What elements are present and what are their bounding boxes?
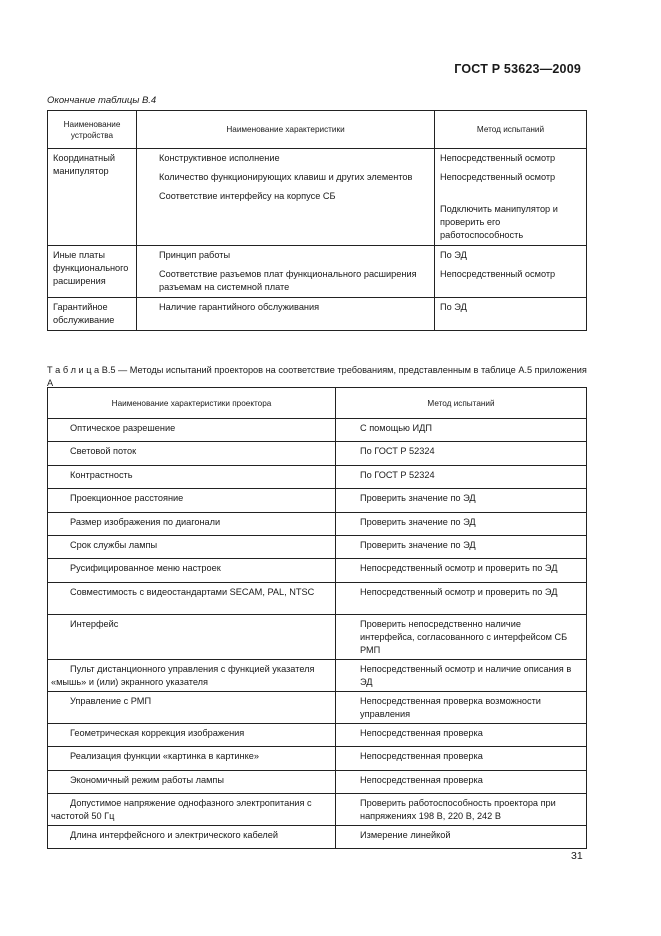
characteristic-text: Экономичный режим работы лампы bbox=[70, 774, 224, 785]
method-cell bbox=[336, 465, 587, 488]
characteristic-text: Совместимость с видеостандартами SECAM, PAL, NTSC bbox=[70, 586, 315, 597]
characteristic-cell bbox=[48, 770, 336, 793]
characteristic-cell bbox=[48, 614, 336, 659]
characteristic-cell bbox=[48, 419, 336, 442]
method-cell bbox=[336, 442, 587, 465]
characteristic-cell bbox=[48, 535, 336, 558]
characteristic-cell bbox=[48, 559, 336, 582]
table-row bbox=[48, 825, 587, 848]
characteristic-item: Принцип работы bbox=[159, 250, 231, 260]
method-text: Проверить значение по ЭД bbox=[360, 516, 476, 527]
method-cell bbox=[336, 535, 587, 558]
method-item: По ЭД bbox=[440, 250, 467, 260]
column-header: Метод испытаний bbox=[435, 111, 587, 149]
characteristic-text: Интерфейс bbox=[70, 618, 119, 629]
method-cell bbox=[336, 825, 587, 848]
method-item: Подключить манипулятор и проверить его работоспособность bbox=[440, 204, 558, 240]
characteristic-text: Пульт дистанционного управления с функцией указателя «мышь» и (или) экранного указателя bbox=[51, 663, 315, 687]
characteristic-text: Реализация функции «картинка в картинке» bbox=[70, 751, 259, 762]
characteristic-cell bbox=[48, 442, 336, 465]
column-header: Наименование характеристики bbox=[137, 111, 435, 149]
device-cell bbox=[48, 298, 137, 331]
device-cell bbox=[48, 246, 137, 298]
method-text: По ГОСТ Р 52324 bbox=[360, 469, 435, 480]
standard-number: ГОСТ Р 53623—2009 bbox=[454, 62, 581, 76]
table-row bbox=[48, 559, 587, 582]
characteristic-text: Оптическое разрешение bbox=[70, 423, 176, 433]
table-row bbox=[48, 298, 587, 331]
characteristic-cell bbox=[48, 512, 336, 535]
page-number: 31 bbox=[571, 850, 583, 862]
method-text: Измерение линейкой bbox=[360, 829, 451, 840]
characteristic-cell bbox=[137, 149, 435, 246]
method-text: По ГОСТ Р 52324 bbox=[360, 446, 435, 457]
table-row bbox=[48, 691, 587, 723]
table-header-row bbox=[48, 388, 587, 419]
characteristic-text: Световой поток bbox=[70, 446, 137, 457]
method-text: Непосредственная проверка bbox=[360, 751, 483, 762]
characteristic-item: Конструктивное исполнение bbox=[159, 153, 280, 163]
characteristic-cell bbox=[48, 582, 336, 614]
method-cell bbox=[336, 659, 587, 691]
method-text: Проверить работоспособность проектора при напряжениях 198 В, 220 В, 242 В bbox=[360, 797, 556, 821]
method-cell bbox=[336, 793, 587, 825]
table-row bbox=[48, 659, 587, 691]
method-cell bbox=[336, 723, 587, 746]
method-cell bbox=[336, 512, 587, 535]
table-row bbox=[48, 614, 587, 659]
table-row bbox=[48, 419, 587, 442]
characteristic-cell bbox=[48, 691, 336, 723]
table-row bbox=[48, 582, 587, 614]
table-row bbox=[48, 442, 587, 465]
characteristic-cell bbox=[48, 747, 336, 770]
method-cell bbox=[435, 149, 587, 246]
table-row bbox=[48, 489, 587, 512]
method-cell bbox=[336, 582, 587, 614]
table-row bbox=[48, 723, 587, 746]
characteristic-cell bbox=[48, 825, 336, 848]
characteristic-text: Допустимое напряжение однофазного электропитания с частотой 50 Гц bbox=[51, 797, 312, 821]
method-cell bbox=[336, 489, 587, 512]
method-text: Проверить непосредственно наличие интерфейса, согласованного с интерфейсом СБ РМП bbox=[360, 618, 568, 655]
characteristic-cell bbox=[48, 465, 336, 488]
characteristic-text: Длина интерфейсного и электрического кабелей bbox=[70, 829, 279, 840]
method-cell bbox=[336, 614, 587, 659]
method-item: Непосредственный осмотр bbox=[440, 172, 556, 182]
method-cell bbox=[336, 691, 587, 723]
characteristic-cell bbox=[48, 659, 336, 691]
table-row bbox=[48, 770, 587, 793]
characteristic-text: Проекционное расстояние bbox=[70, 493, 184, 504]
characteristic-cell bbox=[137, 246, 435, 298]
method-text: Непосредственная проверка возможности управления bbox=[360, 695, 541, 719]
table-b5 bbox=[47, 387, 587, 849]
method-item: По ЭД bbox=[440, 302, 467, 312]
method-cell bbox=[435, 246, 587, 298]
table-row bbox=[48, 465, 587, 488]
column-header: Метод испытаний bbox=[336, 388, 587, 419]
method-cell bbox=[336, 559, 587, 582]
characteristic-cell bbox=[48, 489, 336, 512]
characteristic-cell bbox=[48, 723, 336, 746]
method-text: Непосредственная проверка bbox=[360, 727, 483, 738]
characteristic-text: Размер изображения по диагонали bbox=[70, 516, 221, 527]
device-name: Гарантийное обслуживание bbox=[53, 302, 115, 325]
table-row bbox=[48, 246, 587, 298]
characteristic-item: Количество функционирующих клавиш и других элементов bbox=[159, 172, 413, 182]
method-cell bbox=[336, 747, 587, 770]
characteristic-cell bbox=[48, 793, 336, 825]
method-cell bbox=[336, 770, 587, 793]
method-text: Непосредственный осмотр и проверить по ЭД bbox=[360, 563, 558, 574]
characteristic-text: Срок службы лампы bbox=[70, 539, 158, 550]
table-b5-body bbox=[48, 419, 587, 849]
device-name: Иные платы функционального расширения bbox=[53, 250, 129, 286]
method-item: Непосредственный осмотр bbox=[440, 153, 556, 163]
table-row bbox=[48, 512, 587, 535]
characteristic-cell bbox=[137, 298, 435, 331]
method-text: Проверить значение по ЭД bbox=[360, 493, 476, 504]
device-name: Координатный манипулятор bbox=[53, 153, 115, 176]
table-b4 bbox=[47, 110, 587, 331]
table-continuation-caption: Окончание таблицы В.4 bbox=[47, 95, 157, 106]
table-b5-title: Т а б л и ц а В.5 — Методы испытаний проекторов на соответствие требованиям, представленным в таблице А.5 приложения А bbox=[47, 365, 587, 388]
method-item: Непосредственный осмотр bbox=[440, 269, 556, 279]
table-row bbox=[48, 793, 587, 825]
table-row bbox=[48, 149, 587, 246]
method-cell bbox=[336, 419, 587, 442]
method-text: Непосредственный осмотр и наличие описания в ЭД bbox=[360, 663, 572, 687]
characteristic-item: Наличие гарантийного обслуживания bbox=[159, 302, 320, 312]
characteristic-text: Русифицированное меню настроек bbox=[70, 563, 221, 574]
column-header: Наименование устройства bbox=[48, 111, 137, 149]
method-text: С помощью ИДП bbox=[360, 423, 432, 433]
characteristic-text: Геометрическая коррекция изображения bbox=[70, 727, 245, 738]
device-cell bbox=[48, 149, 137, 246]
method-text: Непосредственный осмотр и проверить по ЭД bbox=[360, 586, 558, 597]
column-header: Наименование характеристики проектора bbox=[48, 388, 336, 419]
characteristic-item: Соответствие интерфейсу на корпусе СБ bbox=[159, 191, 336, 201]
characteristic-text: Контрастность bbox=[70, 469, 133, 480]
method-cell bbox=[435, 298, 587, 331]
characteristic-text: Управление с РМП bbox=[70, 695, 152, 706]
table-row bbox=[48, 747, 587, 770]
method-text: Непосредственная проверка bbox=[360, 774, 483, 785]
table-header-row bbox=[48, 111, 587, 149]
method-text: Проверить значение по ЭД bbox=[360, 539, 476, 550]
table-row bbox=[48, 535, 587, 558]
characteristic-item: Соответствие разъемов плат функционального расширения разъемам на системной плате bbox=[159, 269, 417, 292]
